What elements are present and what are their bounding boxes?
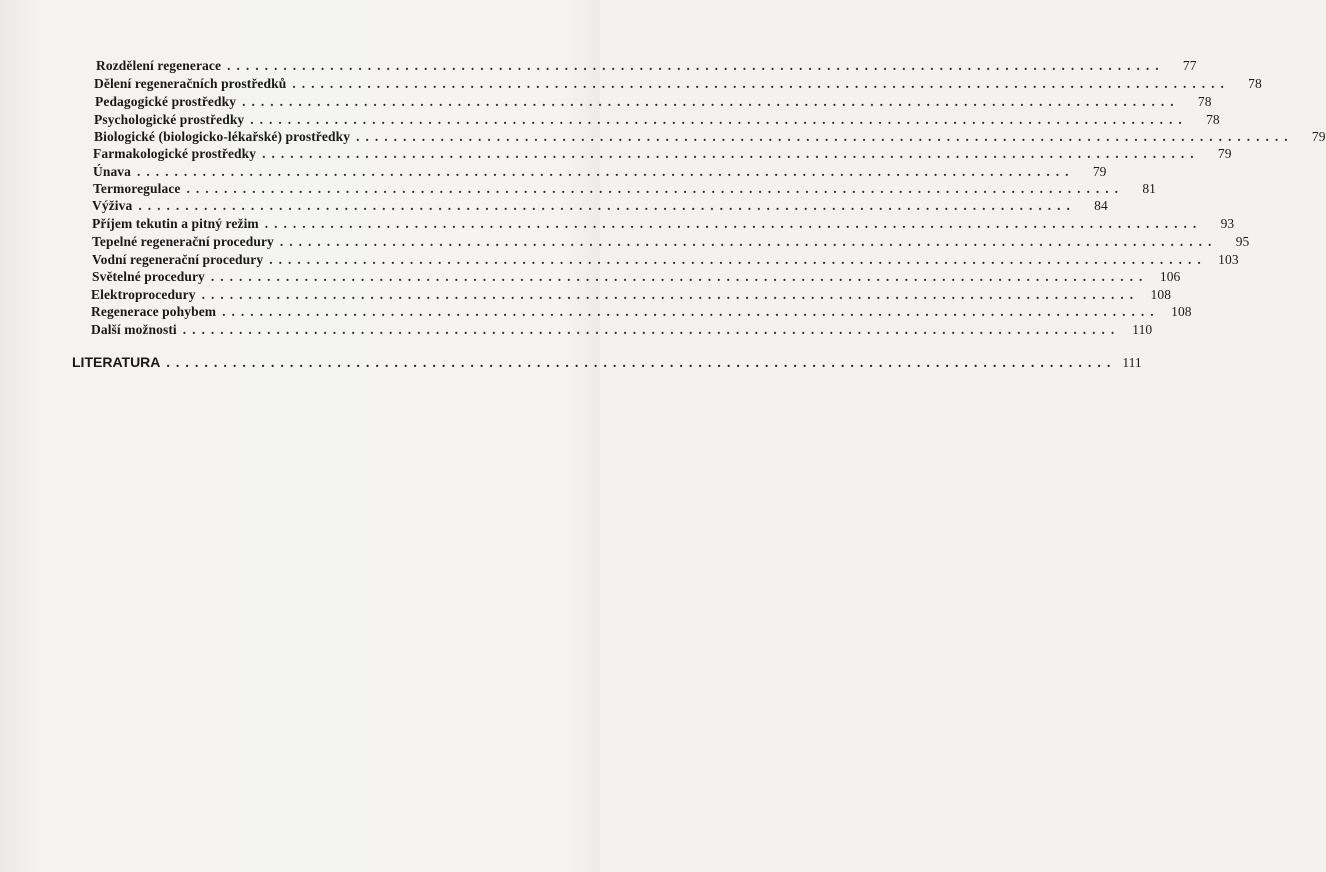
toc-entry-label: Světelné procedury (92, 269, 205, 284)
dot-leader: .................................................................................................... (186, 181, 1125, 196)
toc-entry-label: Pedagogické prostředky (95, 94, 237, 109)
toc-entry-page: 79 (1217, 146, 1232, 161)
toc-entry-page: 77 (1182, 58, 1197, 73)
toc-entry (94, 76, 1262, 92)
dot-leader: .................................................................................................... (242, 94, 1180, 109)
toc-entry (93, 181, 1157, 197)
toc-entry-label: Rozdělení regenerace (96, 58, 222, 73)
toc-section-heading (72, 354, 1142, 372)
toc-entry (92, 252, 1239, 268)
dot-leader: .................................................................................................... (264, 216, 1203, 231)
toc-entry-page: 78 (1248, 76, 1262, 91)
toc-entry-label: Tepelné regenerační procedury (92, 234, 274, 249)
toc-entry-page: 95 (1235, 234, 1250, 249)
toc-entry (91, 322, 1153, 338)
toc-entry-label: Výživa (92, 198, 133, 213)
toc-entry-page: 78 (1206, 112, 1220, 127)
toc-entry-page: 110 (1132, 322, 1153, 337)
toc-entry (94, 112, 1220, 128)
dot-leader: .................................................................................................... (138, 198, 1076, 213)
dot-leader: .................................................................................................... (201, 287, 1140, 302)
toc-entry-page: 81 (1142, 181, 1157, 196)
toc-entry-label: Únava (93, 164, 132, 179)
toc-entry (92, 269, 1181, 285)
toc-entry-page: 79 (1311, 129, 1326, 144)
toc-entry (92, 216, 1235, 232)
dot-leader: .................................................................................................... (227, 58, 1165, 73)
toc-entry-label: Příjem tekutin a pitný režim (92, 216, 259, 231)
toc-entry-page: 93 (1220, 216, 1235, 231)
toc-entry-page: 84 (1094, 198, 1108, 213)
dot-leader: .................................................................................................... (182, 322, 1121, 337)
toc-entry-page: 106 (1159, 269, 1181, 284)
toc-entry (92, 198, 1108, 214)
dot-leader: .................................................................................................... (166, 356, 1117, 371)
toc-entry-label: Psychologické prostředky (94, 112, 245, 127)
toc-entry-label: Další možnosti (91, 322, 177, 337)
dot-leader: .................................................................................................... (222, 304, 1160, 319)
toc-entry-page: 79 (1092, 164, 1107, 179)
toc-entry-label: Vodní regenerační procedury (92, 252, 264, 267)
dot-leader: .................................................................................................... (262, 146, 1200, 161)
dot-leader: .................................................................................................... (356, 129, 1294, 144)
dot-leader: .................................................................................................... (137, 164, 1075, 179)
toc-entry-page: 103 (1218, 252, 1239, 267)
section-page: 111 (1122, 355, 1142, 370)
toc-entry-label: Elektroprocedury (91, 287, 196, 302)
toc-entry-label: Farmakologické prostředky (93, 146, 257, 161)
dot-leader: .................................................................................................... (210, 269, 1149, 284)
toc-entry-page: 78 (1197, 94, 1212, 109)
dot-leader: .................................................................................................... (250, 112, 1188, 127)
toc-entry-label: Biologické (biologicko-lékařské) prostředky (94, 129, 351, 144)
toc-entry-page: 108 (1171, 304, 1192, 319)
toc-entry (95, 94, 1212, 110)
dot-leader: .................................................................................................... (279, 234, 1218, 249)
toc-entry-label: Termoregulace (93, 181, 181, 196)
toc-entry (94, 129, 1326, 145)
toc-entry-label: Regenerace pohybem (91, 304, 217, 319)
section-label: LITERATURA (72, 354, 161, 370)
toc-entry-label: Dělení regeneračních prostředků (94, 76, 287, 91)
toc-entry (93, 164, 1107, 180)
dot-leader: .................................................................................................... (292, 76, 1230, 91)
toc-entry (92, 234, 1250, 250)
toc-entry (91, 287, 1172, 303)
toc-entry (91, 304, 1192, 320)
toc-entry (93, 146, 1232, 162)
dot-leader: .................................................................................................... (269, 252, 1207, 267)
toc-entry-page: 108 (1150, 287, 1172, 302)
toc-entry (96, 58, 1197, 74)
